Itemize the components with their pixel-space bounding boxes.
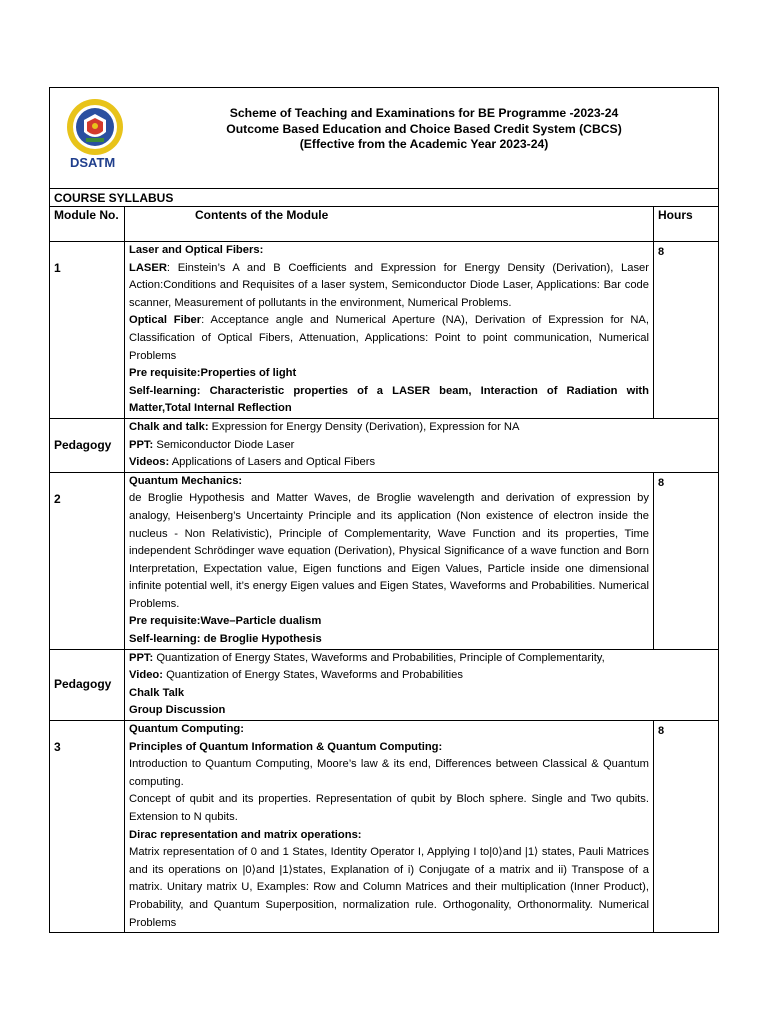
module-number: 3	[50, 721, 125, 933]
prerequisite: Pre requisite:Properties of light	[129, 367, 297, 380]
pedagogy-contents	[125, 418, 719, 472]
module-contents	[125, 242, 654, 419]
self-learning: Self-learning: de Broglie Hypothesis	[129, 633, 322, 646]
pedagogy-line: Group Discussion	[129, 704, 226, 717]
pedagogy-line	[129, 667, 714, 685]
pedagogy-line-label: Chalk and talk:	[129, 420, 209, 433]
pedagogy-line-text: Expression for Energy Density (Derivation), Expression for NA	[208, 420, 520, 433]
module-title: Quantum Computing:	[129, 723, 244, 736]
pedagogy-row	[50, 649, 719, 720]
header-title	[150, 106, 698, 153]
section-title: COURSE SYLLABUS	[50, 189, 719, 207]
module-paragraph: Matrix representation of 0 and 1 States, Identity Operator I, Applying I to|0⟩and |1⟩ states, Pauli Matrices and its operations on |0⟩and |1⟩states, Explanation of i) Conjugate of a matrix and ii) Transpose of a matrix. Unitary matrix U, Examples: Row and Column Matrices and their multiplication (Inner Product), Probability, and Quantum Superposition, normalization rule. Orthogonality, Orthonormality. Numerical Problems	[129, 846, 649, 929]
header-line-3: (Effective from the Academic Year 2023-24)	[299, 137, 549, 151]
header-line-1: Scheme of Teaching and Examinations for BE Programme -2023-24	[229, 106, 619, 120]
pedagogy-label: Pedagogy	[50, 418, 125, 472]
module-hours: 8	[654, 472, 719, 649]
self-learning: Self-learning: Characteristic properties of a LASER beam, Interaction of Radiation with Matter,Total Internal Reflection	[129, 384, 649, 415]
fiber-text: : Acceptance angle and Numerical Aperture (NA), Derivation of Expression for NA, Classification of Optical Fibers, Attenuation, Applications: Point to point communication, Numerical Problems	[129, 314, 650, 362]
module-contents	[125, 721, 654, 933]
laser-text: : Einstein’s A and B Coefficients and Expression for Energy Density (Derivation), Laser Action:Conditions and Requisites of a laser system, Semiconductor Diode Laser, Applications: Bar code scanner, Measurement of pollutants in the environment, Numerical Problems.	[129, 261, 649, 309]
header-cell	[50, 88, 719, 189]
fiber-label: Optical Fiber	[129, 314, 202, 327]
module-row	[50, 242, 719, 419]
module-row	[50, 721, 719, 933]
pedagogy-line-text: Applications of Lasers and Optical Fibers	[169, 456, 376, 469]
pedagogy-row	[50, 418, 719, 472]
pedagogy-line-label: PPT:	[129, 651, 154, 664]
pedagogy-line-label: Video:	[129, 669, 163, 682]
module-hours: 8	[654, 721, 719, 933]
pedagogy-contents	[125, 649, 719, 720]
module-subheading: Principles of Quantum Information & Quantum Computing:	[129, 740, 443, 753]
laser-paragraph	[129, 260, 649, 313]
institution-logo	[66, 98, 124, 156]
pedagogy-line: Chalk Talk	[129, 686, 185, 699]
pedagogy-line	[129, 419, 714, 437]
logo-text: DSATM	[70, 155, 116, 170]
pedagogy-line-text: Quantization of Energy States, Waveforms and Probabilities, Principle of Complementarity,	[153, 651, 605, 664]
pedagogy-line-label: PPT:	[129, 438, 154, 451]
module-number: 2	[50, 472, 125, 649]
module-contents	[125, 472, 654, 649]
module-subheading: Dirac representation and matrix operations:	[129, 828, 362, 841]
header-row	[50, 88, 719, 189]
syllabus-table	[49, 87, 719, 933]
column-header-row	[50, 207, 719, 242]
module-number: 1	[50, 242, 125, 419]
pedagogy-line-text: Quantization of Energy States, Waveforms and Probabilities	[162, 669, 463, 682]
module-paragraph: Introduction to Quantum Computing, Moore’s law & its end, Differences between Classical & Quantum computing.	[129, 758, 649, 788]
fiber-paragraph	[129, 312, 649, 365]
section-title-row	[50, 189, 719, 207]
pedagogy-line	[129, 437, 714, 455]
pedagogy-line	[129, 454, 714, 472]
header-line-2: Outcome Based Education and Choice Based Credit System (CBCS)	[226, 121, 622, 136]
pedagogy-line-label: Videos:	[129, 456, 170, 469]
column-header-module: Module No.	[50, 207, 125, 242]
module-row	[50, 472, 719, 649]
pedagogy-line-text: Semiconductor Diode Laser	[153, 438, 295, 451]
pedagogy-line	[129, 650, 714, 668]
module-hours: 8	[654, 242, 719, 419]
module-paragraph: Concept of qubit and its properties. Representation of qubit by Bloch sphere. Single and Two qubits. Extension to N qubits.	[129, 793, 649, 823]
column-header-contents: Contents of the Module	[125, 207, 654, 242]
syllabus-page	[49, 87, 718, 933]
module-title: Quantum Mechanics:	[129, 474, 243, 487]
prerequisite: Pre requisite:Wave–Particle dualism	[129, 615, 322, 628]
pedagogy-label: Pedagogy	[50, 649, 125, 720]
laser-label: LASER	[129, 261, 167, 274]
module-body: de Broglie Hypothesis and Matter Waves, de Broglie wavelength and derivation of expression by analogy, Heisenberg’s Uncertainty Principle and its application (Non existence of electron inside the nucleus - Non Relativistic), Principle of Complementarity, Wave Function and its properties, Time independent Schrödinger wave equation (Derivation), Physical Significance of a wave function and Born Interpretation, Expectation value, Eigen functions and Eigen Values, Particle inside one dimensional infinite potential well, it’s energy Eigen values and Eigen States, Waveforms and Probabilities. Numerical Problems.	[129, 492, 649, 610]
module-title: Laser and Optical Fibers:	[129, 244, 264, 256]
column-header-hours: Hours	[654, 207, 719, 242]
